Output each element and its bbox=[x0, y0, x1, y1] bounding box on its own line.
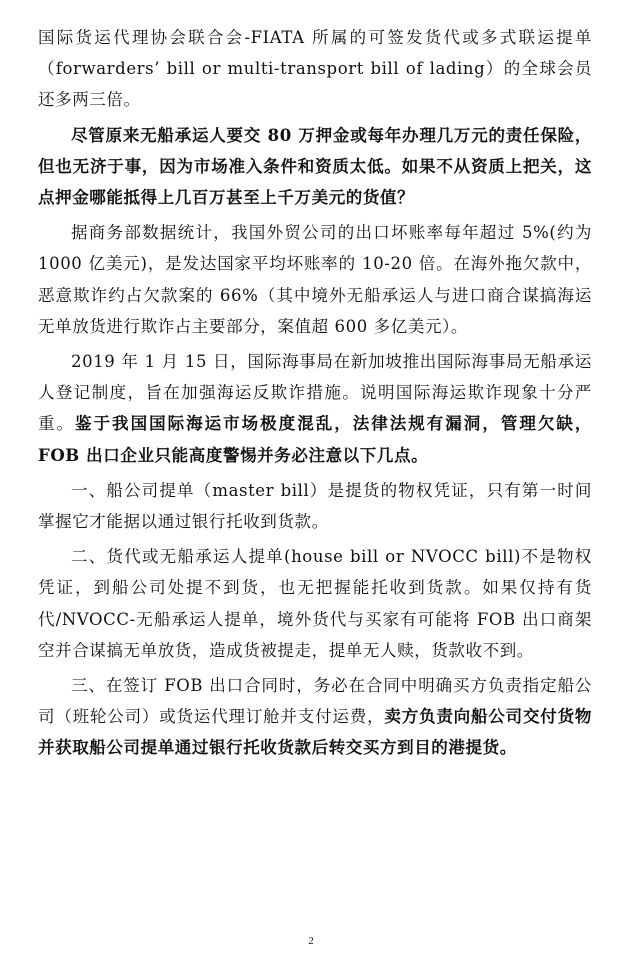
paragraph-5 bbox=[38, 475, 592, 537]
paragraph-6 bbox=[38, 541, 592, 666]
paragraph-4 bbox=[38, 346, 592, 471]
paragraph-4-text: 2019 年 1 月 15 日，国际海事局在新加坡推出国际海事局无船承运人登记制度，旨在加强海运反欺诈措施。说明国际海运欺诈现象十分严重。 bbox=[38, 352, 592, 434]
paragraph-1 bbox=[38, 22, 592, 116]
paragraph-6-text: 二、货代或无船承运人提单(house bill or NVOCC bill)不是物权凭证，到船公司处提不到货，也无把握能托收到货款。如果仅持有货代/NVOCC-无船承运人提单，境外货代与买家有可能将 FOB 出口商架空并合谋搞无单放货，造成货被提走，提单无人赎，货款收不到。 bbox=[38, 547, 592, 660]
paragraph-7-bold-text: 卖方负责向船公司交付货物并获取船公司提单通过银行托收货款后转交买方到目的港提货。 bbox=[38, 707, 593, 758]
paragraph-7 bbox=[38, 670, 592, 764]
paragraph-5-text: 一、船公司提单（master bill）是提货的物权凭证，只有第一时间掌握它才能据以通过银行托收到货款。 bbox=[38, 480, 592, 532]
paragraph-2-text: 尽管原来无船承运人要交 80 万押金或每年办理几万元的责任保险，但也无济于事，因为市场准入条件和资质太低。如果不从资质上把关，这点押金哪能抵得上几百万甚至上千万美元的货值？ bbox=[38, 125, 592, 208]
paragraph-3 bbox=[38, 217, 592, 342]
paragraph-4-bold-text: 鉴于我国国际海运市场极度混乱，法律法规有漏洞，管理欠缺，FOB 出口企业只能高度警惕并务必注意以下几点。 bbox=[38, 414, 592, 465]
page-number: 2 bbox=[308, 935, 314, 947]
paragraph-7-text: 三、在签订 FOB 出口合同时，务必在合同中明确买方负责指定船公司（班轮公司）或货运代理订舱并支付运费， bbox=[38, 676, 592, 727]
paragraph-2 bbox=[38, 120, 592, 214]
document-body bbox=[38, 22, 592, 764]
paragraph-3-text: 据商务部数据统计，我国外贸公司的出口坏账率每年超过 5%(约为 1000 亿美元)，是发达国家平均坏账率的 10-20 倍。在海外拖欠款中，恶意欺诈约占欠款案的 66%（其中境外无船承运人与进口商合谋搞海运无单放货进行欺诈占主要部分，案值超 600 多亿美元）。 bbox=[38, 223, 592, 336]
paragraph-1-text: 国际货运代理协会联合会-FIATA 所属的可签发货代或多式联运提单（forwarders’ bill or multi-transport bill of lading）的全球会员还多两三倍。 bbox=[38, 28, 592, 110]
